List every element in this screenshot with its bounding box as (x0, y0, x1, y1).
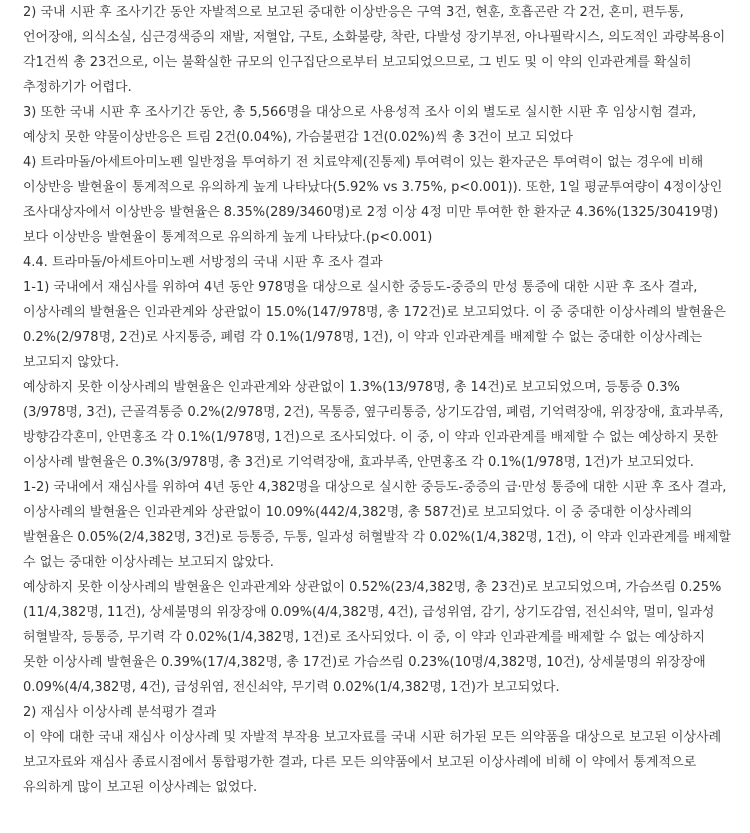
paragraph-chronic-pain-unexpected-events: 예상하지 못한 이상사례의 발현율은 인과관계와 상관없이 1.3%(13/978명, 총 14건)로 보고되었으며, 등통증 0.3%(3/978명, 3건), 근골격통증 0.2%(2/978명, 2건), 목통증, 옆구리통증, 상기도감염, 폐렴, 기억력장애, 위장장애, 효과부족, 방향감각혼미, 안면홍조 각 0.1%(1/978명, 1건)으로 조사되었다. 이 중, 이 약과 인과관계를 배제할 수 없는 예상하지 못한 이상사례 발현율은 0.3%(3/978명, 총 3건)로 기억력장애, 효과부족, 안면홍조 각 0.1%(1/978명, 1건)가 보고되었다. (23, 380, 724, 470)
paragraph-domestic-spontaneous-reports: 2) 국내 시판 후 조사기간 동안 자발적으로 보고된 중대한 이상반응은 구역 3건, 현훈, 호흡곤란 각 2건, 혼미, 편두통, 언어장애, 의식소실, 심근경색증의 재발, 저혈압, 구토, 소화불량, 착란, 다발성 장기부전, 아나필락시스, 의도적인 과량복용이 각1건씩 총 23건으로, 이는 불확실한 규모의 인구집단으로부터 보고되었으므로, 그 빈도 및 이 약의 인과관계를 확실히 추정하기가 어렵다. (23, 5, 726, 95)
paragraph-integrated-evaluation: 이 약에 대한 국내 재심사 이상사례 및 자발적 부작용 보고자료를 국내 시판 허가된 모든 의약품을 대상으로 보고된 이상사례 보고자료와 재심사 종료시점에서 통합평가한 결과, 다른 모든 의약품에서 보고된 이상사례에 비해 이 약에서 통계적으로 유의하게 많이 보고된 이상사례는 없었다. (23, 730, 722, 795)
paragraph-prior-analgesic-history: 4) 트라마돌/아세트아미노펜 일반정을 투여하기 전 치료약제(진통제) 투여력이 있는 환자군은 투여력이 없는 경우에 비해 이상반응 발현율이 통계적으로 유의하게 높게 나타났다(5.92% vs 3.75%, p<0.001)). 또한, 1일 평균투여량이 4정이상인 조사대상자에서 이상반응 발현율은 8.35%(289/3460명)로 2정 이상 4정 미만 투여한 한 환자군 4.36%(1325/30419명)보다 이상반응 발현율이 통계적으로 유의하게 높게 나타났다.(p<0.001) (23, 155, 723, 245)
section-heading-extended-release-survey: 4.4. 트라마돌/아세트아미노펜 서방정의 국내 시판 후 조사 결과 (23, 255, 383, 270)
paragraph-post-marketing-clinical-trial: 3) 또한 국내 시판 후 조사기간 동안, 총 5,566명을 대상으로 사용성적 조사 이외 별도로 실시한 시판 후 임상시험 결과, 예상치 못한 약물이상반응은 트림 2건(0.04%), 가슴불편감 1건(0.02%)씩 총 3건이 보고 되었다 (23, 105, 697, 145)
paragraph-acute-chronic-unexpected-events: 예상하지 못한 이상사례의 발현율은 인과관계와 상관없이 0.52%(23/4,382명, 총 23건)로 보고되었으며, 가슴쓰림 0.25%(11/4,382명, 11건), 상세불명의 위장장애 0.09%(4/4,382명, 4건), 급성위염, 감기, 상기도감염, 전신쇠약, 멀미, 일과성 허혈발작, 등통증, 무기력 각 0.02%(1/4,382명, 1건)로 조사되었다. 이 중, 이 약과 인과관계를 배제할 수 없는 예상하지 못한 이상사례 발현율은 0.39%(17/4,382명, 총 17건)로 가슴쓰림 0.23%(10명/4,382명, 10건), 상세불명의 위장장애 0.09%(4/4,382명, 4건), 급성위염, 전신쇠약, 무기력 0.02%(1/4,382명, 1건)가 보고되었다. (23, 580, 722, 695)
subheading-reexamination-analysis: 2) 재심사 이상사례 분석평가 결과 (23, 705, 217, 720)
paragraph-chronic-pain-survey: 1-1) 국내에서 재심사를 위하여 4년 동안 978명을 대상으로 실시한 중등도-중증의 만성 통증에 대한 시판 후 조사 결과, 이상사례의 발현율은 인과관계와 상관없이 15.0%(147/978명, 총 172건)로 보고되었다. 이 중 중대한 이상사례의 발현율은 0.2%(2/978명, 2건)로 사지통증, 폐렴 각 0.1%(1/978명, 1건), 이 약과 인과관계를 배제할 수 없는 중대한 이상사례는 보고되지 않았다. (23, 280, 726, 370)
paragraph-acute-chronic-pain-survey: 1-2) 국내에서 재심사를 위하여 4년 동안 4,382명을 대상으로 실시한 중등도-중증의 급·만성 통증에 대한 시판 후 조사 결과, 이상사례의 발현율은 인과관계와 상관없이 10.09%(442/4,382명, 총 587건)로 보고되었다. 이 중 중대한 이상사례의 발현율은 0.05%(2/4,382명, 3건)로 등통증, 두통, 일과성 허혈발작 각 0.02%(1/4,382명, 1건), 이 약과 인과관계를 배제할 수 없는 중대한 이상사례는 보고되지 않았다. (23, 480, 731, 570)
